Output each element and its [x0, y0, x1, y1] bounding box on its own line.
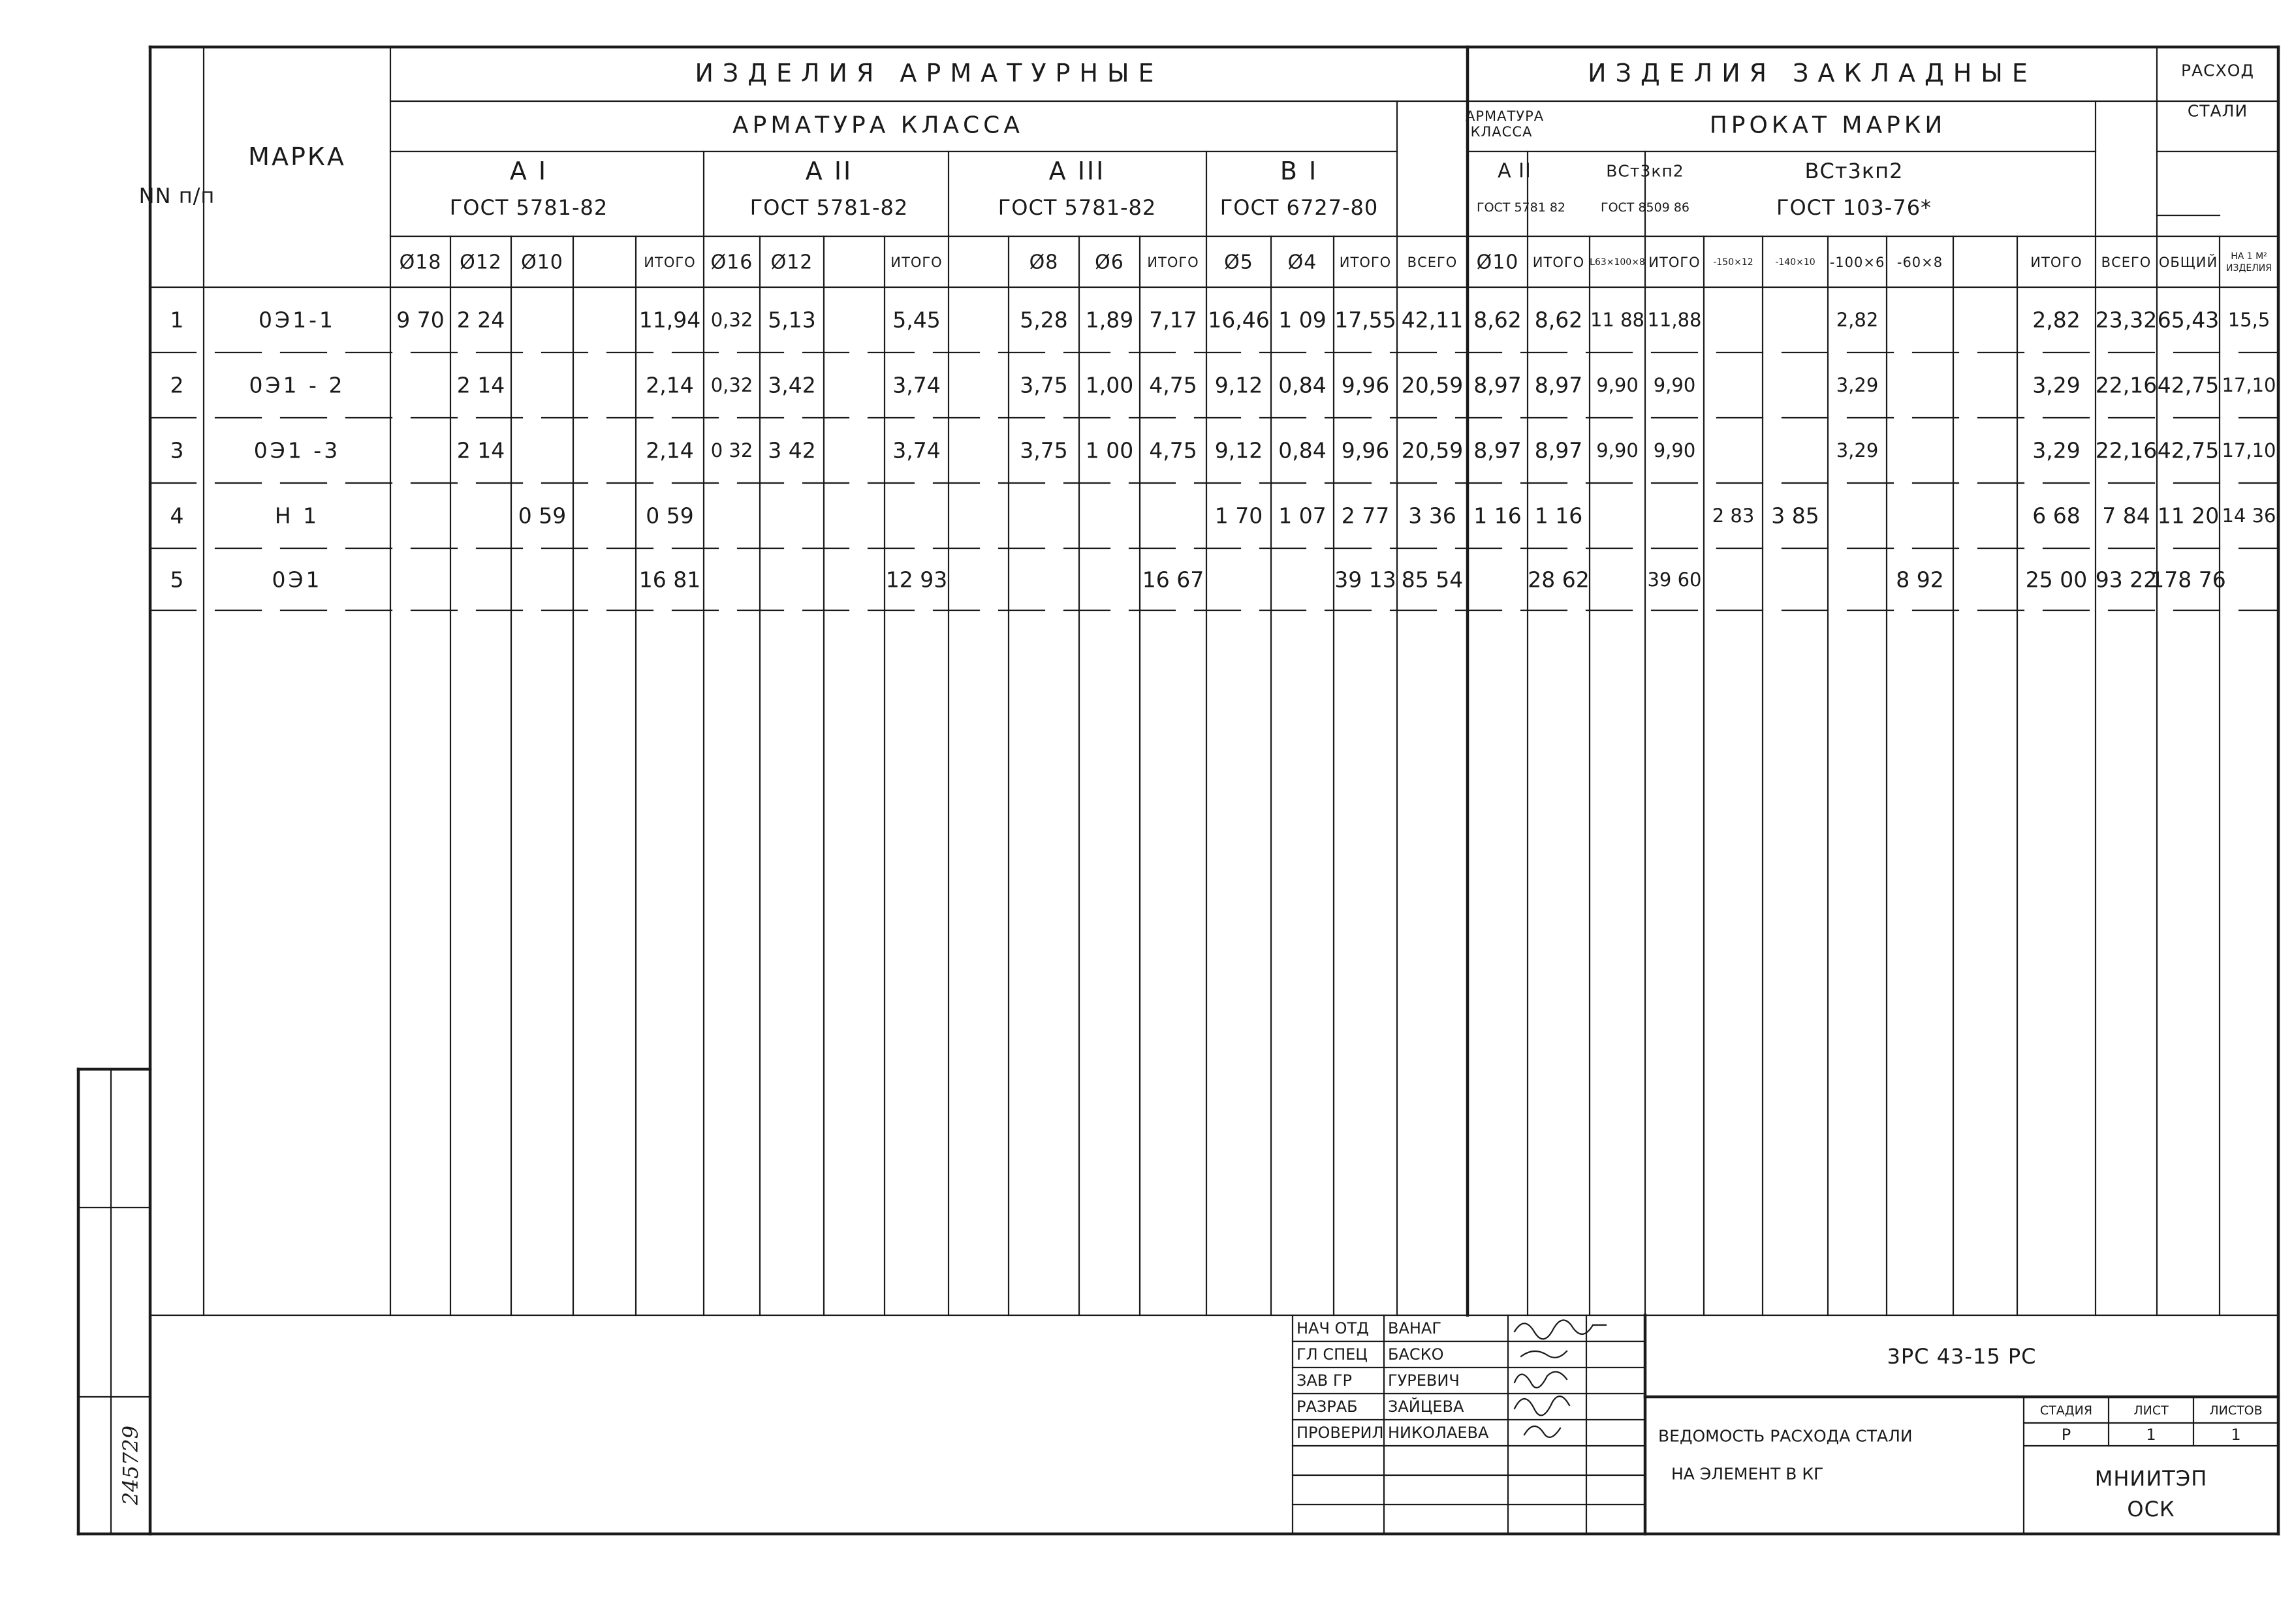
row-marka: 0Э1-1 — [259, 307, 336, 333]
table-cell: 25 00 — [2025, 567, 2088, 592]
table-cell: 0 59 — [518, 503, 567, 529]
table-cell: 9,90 — [1653, 439, 1696, 461]
table-cell: 7,17 — [1149, 307, 1197, 333]
stadiya-value: Р — [2061, 1426, 2071, 1444]
table-cell: 2,14 — [646, 372, 694, 398]
table-cell: 22,16 — [2095, 437, 2158, 463]
stamp-name: БАСКО — [1388, 1345, 1444, 1364]
table-cell: 0,32 — [710, 309, 753, 331]
inventory-number: 245729 — [118, 1425, 143, 1506]
column-header-16: ВСЕГО — [1407, 255, 1458, 270]
table-cell: 1 16 — [1473, 503, 1522, 529]
table-cell: 178 76 — [2150, 567, 2226, 592]
table-cell: 14 36 — [2222, 505, 2276, 527]
table-cell: 11 88 — [1590, 309, 1645, 331]
table-cell: 8,62 — [1473, 307, 1522, 333]
table-cell: 0 59 — [646, 503, 694, 529]
table-cell: 11 20 — [2157, 503, 2220, 529]
table-cell: 9,12 — [1214, 372, 1263, 398]
group-strip-gost: ГОСТ 103-76* — [1776, 195, 1932, 220]
table-cell: 1 09 — [1278, 307, 1327, 333]
table-cell: 2 14 — [456, 437, 505, 463]
table-cell: 0,84 — [1278, 372, 1327, 398]
listov-header: ЛИСТОВ — [2209, 1403, 2263, 1418]
stamp-role: ЗАВ ГР — [1296, 1371, 1353, 1390]
table-cell: 1 07 — [1278, 503, 1327, 529]
stamp-name: НИКОЛАЕВА — [1388, 1424, 1489, 1442]
group-bi-name: В I — [1280, 157, 1319, 185]
column-header-28: ОБЩИЙ — [2158, 255, 2218, 270]
table-cell: 22,16 — [2095, 372, 2158, 398]
group-bi-gost: ГОСТ 6727-80 — [1219, 195, 1379, 220]
table-cell: 3,29 — [1836, 374, 1879, 396]
column-header-17: Ø10 — [1476, 251, 1519, 274]
table-cell: 3 85 — [1771, 503, 1819, 529]
group-aii-name: А II — [805, 157, 853, 185]
table-cell: 7 84 — [2102, 503, 2150, 529]
column-header-29: НА 1 М² ИЗДЕЛИЯ — [2226, 251, 2272, 273]
table-cell: 85 54 — [1401, 567, 1464, 592]
prokat-marki-header: ПРОКАТ МАРКИ — [1709, 112, 1947, 139]
table-cell: 3,74 — [892, 437, 941, 463]
table-cell: 0,32 — [710, 374, 753, 396]
table-cell: 16,46 — [1208, 307, 1270, 333]
table-cell: 42,75 — [2157, 372, 2220, 398]
row-number: 5 — [170, 567, 184, 592]
row-marka: 0Э1 - 2 — [249, 372, 345, 398]
table-cell: 2,82 — [1836, 309, 1879, 331]
group-ai-name: А I — [509, 157, 548, 185]
table-cell: 42,11 — [1401, 307, 1464, 333]
group-zakl-aii-name: А II — [1498, 159, 1532, 183]
column-header-18: ИТОГО — [1532, 255, 1585, 270]
table-cell: 2,82 — [2032, 307, 2081, 333]
column-header-4: ИТОГО — [644, 255, 696, 270]
table-cell: 9,96 — [1341, 372, 1390, 398]
table-cell: 12 93 — [885, 567, 948, 592]
column-header-10: Ø8 — [1029, 251, 1059, 274]
table-cell: 3,29 — [1836, 439, 1879, 461]
group-ai-gost: ГОСТ 5781-82 — [449, 195, 608, 220]
group-strip-name: ВСт3кп2 — [1804, 159, 1904, 183]
table-cell: 3,42 — [768, 372, 816, 398]
table-cell: 39 13 — [1334, 567, 1396, 592]
table-cell: 20,59 — [1401, 372, 1464, 398]
column-header-13: Ø5 — [1224, 251, 1253, 274]
table-cell: 9,90 — [1596, 439, 1639, 461]
table-cell: 11,94 — [638, 307, 701, 333]
table-cell: 8,97 — [1534, 372, 1583, 398]
table-cell: 2 24 — [456, 307, 505, 333]
stamp-role: РАЗРАБ — [1296, 1398, 1358, 1416]
table-cell: 1,00 — [1085, 372, 1134, 398]
row-marka: 0Э1 — [272, 567, 322, 592]
group-l63-gost: ГОСТ 8509 86 — [1600, 200, 1690, 215]
table-cell: 17,10 — [2222, 374, 2276, 396]
stamp-title-line1: ВЕДОМОСТЬ РАСХОДА СТАЛИ — [1658, 1426, 1913, 1446]
table-cell: 2 83 — [1712, 505, 1755, 527]
row-marka: Н 1 — [274, 503, 320, 529]
column-header-8: ИТОГО — [890, 255, 943, 270]
row-number: 3 — [170, 437, 184, 463]
table-cell: 2,14 — [646, 437, 694, 463]
table-cell: 3 36 — [1408, 503, 1456, 529]
row-marka: 0Э1 -3 — [253, 437, 341, 463]
table-cell: 9 70 — [396, 307, 445, 333]
stamp-title-line2: НА ЭЛЕМЕНТ В КГ — [1671, 1464, 1824, 1484]
table-cell: 3,74 — [892, 372, 941, 398]
row-number: 1 — [170, 307, 184, 333]
rashod-header: РАСХОД — [2181, 61, 2254, 80]
table-cell: 3,75 — [1020, 437, 1068, 463]
stamp-name: ВАНАГ — [1388, 1319, 1441, 1337]
table-cell: 16 81 — [638, 567, 701, 592]
listov-value: 1 — [2231, 1426, 2241, 1444]
armatura-klassa-header: АРМАТУРА КЛАССА — [732, 112, 1024, 139]
table-cell: 28 62 — [1528, 567, 1590, 592]
table-cell: 4,75 — [1149, 437, 1197, 463]
zakl-armatura-klassa-header: АРМАТУРА КЛАССА — [1466, 108, 1545, 140]
column-header-19: L63×100×8 — [1590, 257, 1645, 268]
column-header-15: ИТОГО — [1339, 255, 1392, 270]
table-cell: 17,55 — [1334, 307, 1396, 333]
organization-name: МНИИТЭП — [2094, 1466, 2208, 1491]
column-header-27: ВСЕГО — [2101, 255, 2152, 270]
table-cell: 3,29 — [2032, 437, 2081, 463]
table-cell: 17,10 — [2222, 439, 2276, 461]
table-cell: 1,89 — [1085, 307, 1134, 333]
table-cell: 1 70 — [1214, 503, 1263, 529]
table-cell: 4,75 — [1149, 372, 1197, 398]
list-header: ЛИСТ — [2133, 1403, 2169, 1418]
table-cell: 9,96 — [1341, 437, 1390, 463]
table-cell: 3,29 — [2032, 372, 2081, 398]
column-header-20: ИТОГО — [1648, 255, 1701, 270]
table-cell: 93 22 — [2095, 567, 2158, 592]
table-cell: 23,32 — [2095, 307, 2158, 333]
column-header-6: Ø12 — [770, 251, 813, 274]
table-cell: 11,88 — [1647, 309, 1702, 331]
group-aiii-gost: ГОСТ 5781-82 — [998, 195, 1157, 220]
stadiya-header: СТАДИЯ — [2039, 1403, 2093, 1418]
column-header-26: ИТОГО — [2030, 255, 2082, 270]
column-header-1: Ø12 — [460, 251, 502, 274]
row-number: 4 — [170, 503, 184, 529]
table-cell: 8,97 — [1473, 372, 1522, 398]
table-cell: 9,12 — [1214, 437, 1263, 463]
group-l63-name: ВСт3кп2 — [1606, 161, 1684, 181]
table-cell: 3,75 — [1020, 372, 1068, 398]
stamp-role: ПРОВЕРИЛ — [1296, 1424, 1384, 1442]
table-cell: 15,5 — [2227, 309, 2270, 331]
table-cell: 42,75 — [2157, 437, 2220, 463]
row-number: 2 — [170, 372, 184, 398]
table-cell: 9,90 — [1596, 374, 1639, 396]
table-cell: 20,59 — [1401, 437, 1464, 463]
table-cell: 5,45 — [892, 307, 941, 333]
column-header-0: Ø18 — [399, 251, 442, 274]
table-cell: 8,97 — [1534, 437, 1583, 463]
group-aiii-name: А III — [1048, 157, 1106, 185]
column-header-24: -60×8 — [1896, 255, 1943, 270]
table-cell: 1 16 — [1534, 503, 1583, 529]
izdeliya-zakladnye-header: ИЗДЕЛИЯ ЗАКЛАДНЫЕ — [1588, 59, 2037, 87]
table-cell: 39 60 — [1647, 568, 1702, 591]
table-cell: 0,84 — [1278, 437, 1327, 463]
column-header-14: Ø4 — [1287, 251, 1317, 274]
list-value: 1 — [2146, 1426, 2156, 1444]
table-cell: 5,13 — [768, 307, 816, 333]
table-cell: 3 42 — [768, 437, 816, 463]
table-cell: 9,90 — [1653, 374, 1696, 396]
table-cell: 8,62 — [1534, 307, 1583, 333]
stamp-name: ГУРЕВИЧ — [1388, 1371, 1460, 1390]
column-header-21: -150×12 — [1713, 257, 1753, 268]
table-cell: 2 14 — [456, 372, 505, 398]
column-header-23: -100×6 — [1829, 255, 1885, 270]
group-aii-gost: ГОСТ 5781-82 — [749, 195, 909, 220]
column-header-2: Ø10 — [521, 251, 563, 274]
table-cell: 0 32 — [710, 439, 753, 461]
stamp-name: ЗАЙЦЕВА — [1388, 1398, 1464, 1416]
table-cell: 2 77 — [1341, 503, 1390, 529]
table-cell: 1 00 — [1085, 437, 1134, 463]
table-cell: 5,28 — [1020, 307, 1068, 333]
table-cell: 16 67 — [1142, 567, 1204, 592]
organization-dept: ОСК — [2127, 1497, 2175, 1522]
group-zakl-aii-gost: ГОСТ 5781 82 — [1476, 200, 1566, 215]
marka-header: МАРКА — [248, 142, 346, 171]
table-cell: 8,97 — [1473, 437, 1522, 463]
stali-header: СТАЛИ — [2187, 101, 2248, 121]
column-header-5: Ø16 — [710, 251, 753, 274]
nn-header: NN п/п — [138, 183, 215, 208]
table-cell: 6 68 — [2032, 503, 2081, 529]
column-header-22: -140×10 — [1775, 257, 1815, 268]
document-code: 3РС 43-15 РС — [1887, 1344, 2037, 1369]
izdeliya-armaturnye-header: ИЗДЕЛИЯ АРМАТУРНЫЕ — [695, 59, 1163, 87]
table-cell: 8 92 — [1896, 567, 1944, 592]
column-header-12: ИТОГО — [1147, 255, 1199, 270]
stamp-role: НАЧ ОТД — [1296, 1319, 1369, 1337]
stamp-role: ГЛ СПЕЦ — [1296, 1345, 1368, 1364]
table-cell: 65,43 — [2157, 307, 2220, 333]
column-header-11: Ø6 — [1095, 251, 1124, 274]
